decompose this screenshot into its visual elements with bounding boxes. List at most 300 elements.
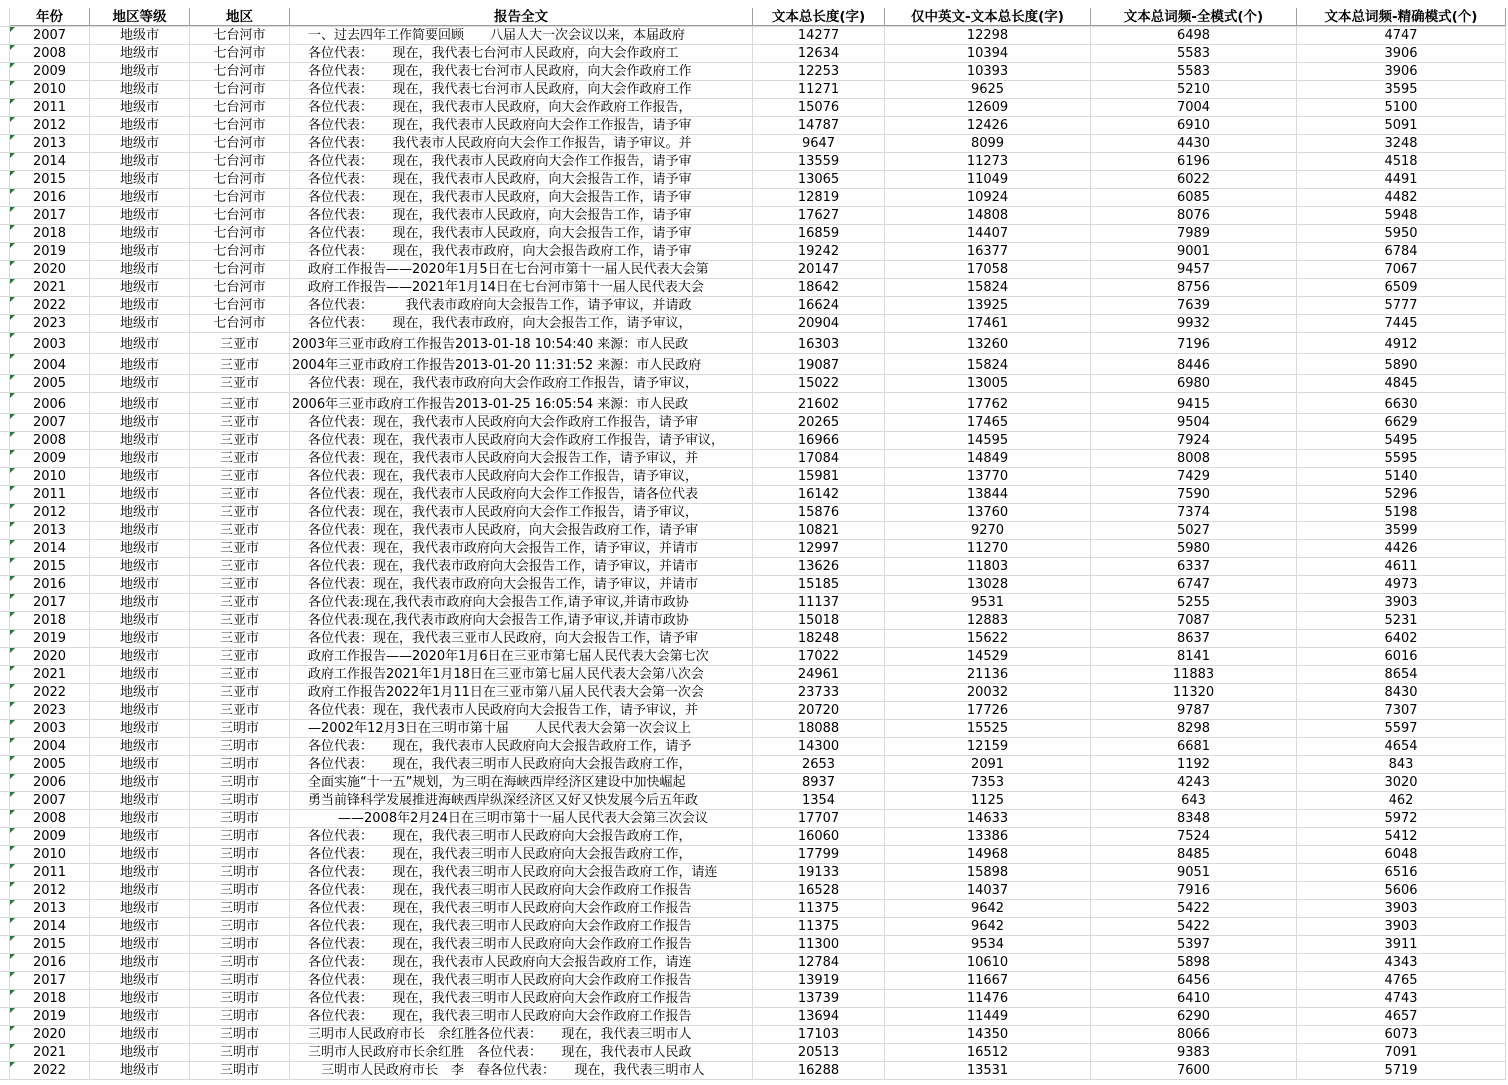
cell-region-level[interactable]: 地级市 [90,846,190,863]
cell-cn-en-text-length[interactable]: 9531 [885,594,1091,611]
cell-word-freq-full[interactable]: 5583 [1091,45,1297,62]
cell-region-level[interactable]: 地级市 [90,882,190,899]
cell-region-level[interactable]: 地级市 [90,393,190,413]
cell-cn-en-text-length[interactable]: 14849 [885,450,1091,467]
cell-text-length[interactable]: 13694 [753,1008,885,1025]
cell-year[interactable]: 2020 [10,648,90,665]
cell-word-freq-precise[interactable]: 5296 [1297,486,1506,503]
cell-region[interactable]: 三亚市 [190,414,290,431]
cell-region-level[interactable]: 地级市 [90,354,190,374]
error-indicator-icon[interactable] [10,522,15,527]
cell-word-freq-full[interactable]: 8076 [1091,207,1297,224]
cell-cn-en-text-length[interactable]: 14529 [885,648,1091,665]
cell-region-level[interactable]: 地级市 [90,375,190,392]
cell-word-freq-full[interactable]: 7429 [1091,468,1297,485]
cell-text-length[interactable]: 12784 [753,954,885,971]
cell-region[interactable]: 三亚市 [190,612,290,629]
error-indicator-icon[interactable] [10,792,15,797]
cell-word-freq-precise[interactable]: 3599 [1297,522,1506,539]
cell-word-freq-precise[interactable]: 5100 [1297,99,1506,116]
cell-report-text[interactable]: 勇当前锋科学发展推进海峡西岸纵深经济区又好又快发展今后五年政 [290,792,753,809]
cell-cn-en-text-length[interactable]: 11270 [885,540,1091,557]
cell-region-level[interactable]: 地级市 [90,333,190,353]
cell-cn-en-text-length[interactable]: 12159 [885,738,1091,755]
cell-year[interactable]: 2015 [10,171,90,188]
error-indicator-icon[interactable] [10,1008,15,1013]
cell-word-freq-precise[interactable]: 6402 [1297,630,1506,647]
cell-region[interactable]: 三明市 [190,810,290,827]
error-indicator-icon[interactable] [10,1026,15,1031]
cell-text-length[interactable]: 15185 [753,576,885,593]
cell-word-freq-full[interactable]: 8008 [1091,450,1297,467]
cell-region-level[interactable]: 地级市 [90,117,190,134]
cell-region[interactable]: 三明市 [190,792,290,809]
cell-word-freq-full[interactable]: 11320 [1091,684,1297,701]
cell-region-level[interactable]: 地级市 [90,225,190,242]
cell-word-freq-precise[interactable]: 843 [1297,756,1506,773]
cell-region[interactable]: 三亚市 [190,432,290,449]
cell-region-level[interactable]: 地级市 [90,171,190,188]
cell-text-length[interactable]: 12997 [753,540,885,557]
cell-report-text[interactable]: 各位代表： 现在，我代表三明市人民政府向大会作政府工作报告 [290,936,753,953]
cell-report-text[interactable]: 各位代表： 现在，我代表市人民政府，向大会作政府工作报告， [290,99,753,116]
cell-word-freq-full[interactable]: 7916 [1091,882,1297,899]
cell-text-length[interactable]: 16859 [753,225,885,242]
cell-cn-en-text-length[interactable]: 15824 [885,354,1091,374]
cell-word-freq-precise[interactable]: 3906 [1297,63,1506,80]
cell-region-level[interactable]: 地级市 [90,828,190,845]
cell-region-level[interactable]: 地级市 [90,207,190,224]
cell-cn-en-text-length[interactable]: 11476 [885,990,1091,1007]
cell-region[interactable]: 七台河市 [190,207,290,224]
cell-word-freq-precise[interactable]: 4973 [1297,576,1506,593]
error-indicator-icon[interactable] [10,648,15,653]
cell-report-text[interactable]: —2002年12月3日在三明市第十届 人民代表大会第一次会议上 [290,720,753,737]
cell-word-freq-precise[interactable]: 5495 [1297,432,1506,449]
cell-year[interactable]: 2011 [10,864,90,881]
cell-report-text[interactable]: 政府工作报告——2020年1月5日在七台河市第十一届人民代表大会第 [290,261,753,278]
cell-word-freq-precise[interactable]: 8430 [1297,684,1506,701]
cell-word-freq-full[interactable]: 5422 [1091,918,1297,935]
cell-region[interactable]: 三明市 [190,882,290,899]
cell-word-freq-precise[interactable]: 5606 [1297,882,1506,899]
cell-text-length[interactable]: 16966 [753,432,885,449]
cell-word-freq-precise[interactable]: 5972 [1297,810,1506,827]
error-indicator-icon[interactable] [10,171,15,176]
cell-word-freq-precise[interactable]: 6509 [1297,279,1506,296]
cell-text-length[interactable]: 13739 [753,990,885,1007]
cell-cn-en-text-length[interactable]: 17058 [885,261,1091,278]
header-region[interactable]: 地区 [190,8,290,26]
cell-cn-en-text-length[interactable]: 10610 [885,954,1091,971]
cell-cn-en-text-length[interactable]: 13531 [885,1062,1091,1079]
cell-word-freq-precise[interactable]: 4482 [1297,189,1506,206]
cell-year[interactable]: 2016 [10,189,90,206]
cell-text-length[interactable]: 15981 [753,468,885,485]
cell-word-freq-full[interactable]: 6085 [1091,189,1297,206]
cell-text-length[interactable]: 17799 [753,846,885,863]
cell-region[interactable]: 三亚市 [190,540,290,557]
cell-word-freq-full[interactable]: 7989 [1091,225,1297,242]
cell-region[interactable]: 三亚市 [190,450,290,467]
cell-word-freq-full[interactable]: 6747 [1091,576,1297,593]
cell-region-level[interactable]: 地级市 [90,648,190,665]
error-indicator-icon[interactable] [10,45,15,50]
error-indicator-icon[interactable] [10,279,15,284]
cell-word-freq-full[interactable]: 8298 [1091,720,1297,737]
cell-year[interactable]: 2016 [10,954,90,971]
cell-year[interactable]: 2021 [10,666,90,683]
cell-cn-en-text-length[interactable]: 9270 [885,522,1091,539]
cell-text-length[interactable]: 24961 [753,666,885,683]
cell-region[interactable]: 七台河市 [190,153,290,170]
cell-region-level[interactable]: 地级市 [90,972,190,989]
cell-report-text[interactable]: 各位代表： 现在，我代表市人民政府，向大会报告工作，请予审 [290,225,753,242]
error-indicator-icon[interactable] [10,900,15,905]
cell-word-freq-full[interactable]: 6980 [1091,375,1297,392]
cell-cn-en-text-length[interactable]: 21136 [885,666,1091,683]
cell-cn-en-text-length[interactable]: 10393 [885,63,1091,80]
cell-cn-en-text-length[interactable]: 10394 [885,45,1091,62]
cell-region[interactable]: 七台河市 [190,225,290,242]
error-indicator-icon[interactable] [10,954,15,959]
cell-year[interactable]: 2018 [10,612,90,629]
cell-year[interactable]: 2013 [10,135,90,152]
cell-text-length[interactable]: 11137 [753,594,885,611]
cell-report-text[interactable]: 各位代表： 现在，我代表三明市人民政府向大会报告政府工作， [290,846,753,863]
cell-region-level[interactable]: 地级市 [90,135,190,152]
cell-word-freq-full[interactable]: 1192 [1091,756,1297,773]
cell-report-text[interactable]: 各位代表： 现在，我代表市人民政府向大会报告政府工作，请予 [290,738,753,755]
cell-word-freq-full[interactable]: 6498 [1091,27,1297,44]
cell-word-freq-full[interactable]: 5027 [1091,522,1297,539]
cell-word-freq-precise[interactable]: 3903 [1297,918,1506,935]
cell-word-freq-full[interactable]: 9415 [1091,393,1297,413]
error-indicator-icon[interactable] [10,207,15,212]
cell-report-text[interactable]: 各位代表：现在，我代表市政府向大会报告工作，请予审议，并请市 [290,558,753,575]
cell-year[interactable]: 2009 [10,450,90,467]
cell-word-freq-full[interactable]: 7600 [1091,1062,1297,1079]
cell-year[interactable]: 2007 [10,414,90,431]
cell-region-level[interactable]: 地级市 [90,99,190,116]
cell-region-level[interactable]: 地级市 [90,990,190,1007]
error-indicator-icon[interactable] [10,594,15,599]
cell-text-length[interactable]: 20265 [753,414,885,431]
cell-text-length[interactable]: 13919 [753,972,885,989]
cell-region-level[interactable]: 地级市 [90,315,190,332]
cell-word-freq-precise[interactable]: 4654 [1297,738,1506,755]
cell-cn-en-text-length[interactable]: 15898 [885,864,1091,881]
cell-year[interactable]: 2014 [10,153,90,170]
cell-region[interactable]: 七台河市 [190,315,290,332]
cell-word-freq-full[interactable]: 7196 [1091,333,1297,353]
cell-region-level[interactable]: 地级市 [90,432,190,449]
cell-year[interactable]: 2019 [10,243,90,260]
cell-word-freq-precise[interactable]: 3911 [1297,936,1506,953]
cell-word-freq-full[interactable]: 6456 [1091,972,1297,989]
cell-report-text[interactable]: 2003年三亚市政府工作报告2013-01-18 10:54:40 来源：市人民政 [290,333,753,353]
cell-word-freq-precise[interactable]: 7445 [1297,315,1506,332]
cell-text-length[interactable]: 11271 [753,81,885,98]
cell-region[interactable]: 三明市 [190,918,290,935]
cell-word-freq-precise[interactable]: 5412 [1297,828,1506,845]
cell-report-text[interactable]: 各位代表： 现在，我代表七台河市人民政府，向大会作政府工 [290,45,753,62]
error-indicator-icon[interactable] [10,297,15,302]
cell-text-length[interactable]: 18248 [753,630,885,647]
cell-year[interactable]: 2017 [10,594,90,611]
cell-word-freq-full[interactable]: 7004 [1091,99,1297,116]
cell-word-freq-full[interactable]: 8446 [1091,354,1297,374]
cell-year[interactable]: 2012 [10,882,90,899]
error-indicator-icon[interactable] [10,432,15,437]
error-indicator-icon[interactable] [10,918,15,923]
header-text-length[interactable]: 文本总长度(字) [753,8,885,26]
cell-text-length[interactable]: 17707 [753,810,885,827]
cell-region-level[interactable]: 地级市 [90,864,190,881]
cell-region-level[interactable]: 地级市 [90,612,190,629]
error-indicator-icon[interactable] [10,846,15,851]
cell-region-level[interactable]: 地级市 [90,27,190,44]
error-indicator-icon[interactable] [10,828,15,833]
error-indicator-icon[interactable] [10,189,15,194]
cell-text-length[interactable]: 15876 [753,504,885,521]
cell-region-level[interactable]: 地级市 [90,486,190,503]
cell-text-length[interactable]: 17022 [753,648,885,665]
cell-region-level[interactable]: 地级市 [90,261,190,278]
cell-report-text[interactable]: 一、过去四年工作简要回顾 八届人大一次会议以来，本届政府 [290,27,753,44]
cell-report-text[interactable]: 各位代表： 我代表市政府向大会报告工作，请予审议，并请政 [290,297,753,314]
cell-year[interactable]: 2018 [10,990,90,1007]
cell-text-length[interactable]: 14300 [753,738,885,755]
error-indicator-icon[interactable] [10,153,15,158]
cell-region[interactable]: 三明市 [190,828,290,845]
cell-cn-en-text-length[interactable]: 17461 [885,315,1091,332]
cell-text-length[interactable]: 15076 [753,99,885,116]
cell-cn-en-text-length[interactable]: 13028 [885,576,1091,593]
cell-region[interactable]: 三亚市 [190,354,290,374]
cell-region[interactable]: 三亚市 [190,522,290,539]
error-indicator-icon[interactable] [10,702,15,707]
cell-word-freq-precise[interactable]: 6016 [1297,648,1506,665]
error-indicator-icon[interactable] [10,117,15,122]
cell-cn-en-text-length[interactable]: 14037 [885,882,1091,899]
cell-word-freq-full[interactable]: 7639 [1091,297,1297,314]
cell-region-level[interactable]: 地级市 [90,720,190,737]
cell-cn-en-text-length[interactable]: 13925 [885,297,1091,314]
cell-region-level[interactable]: 地级市 [90,189,190,206]
error-indicator-icon[interactable] [10,990,15,995]
cell-text-length[interactable]: 16060 [753,828,885,845]
cell-word-freq-full[interactable]: 8141 [1091,648,1297,665]
cell-report-text[interactable]: 各位代表：现在，我代表市政府向大会报告工作，请予审议，并请市 [290,576,753,593]
cell-cn-en-text-length[interactable]: 16512 [885,1044,1091,1061]
cell-cn-en-text-length[interactable]: 13844 [885,486,1091,503]
cell-text-length[interactable]: 16142 [753,486,885,503]
error-indicator-icon[interactable] [10,972,15,977]
cell-word-freq-full[interactable]: 5898 [1091,954,1297,971]
cell-cn-en-text-length[interactable]: 14633 [885,810,1091,827]
cell-cn-en-text-length[interactable]: 20032 [885,684,1091,701]
cell-word-freq-precise[interactable]: 3595 [1297,81,1506,98]
cell-report-text[interactable]: 各位代表：现在，我代表市人民政府向大会作政府工作报告，请予审 [290,414,753,431]
cell-word-freq-precise[interactable]: 4491 [1297,171,1506,188]
cell-region-level[interactable]: 地级市 [90,45,190,62]
cell-region[interactable]: 三亚市 [190,375,290,392]
cell-year[interactable]: 2007 [10,27,90,44]
cell-year[interactable]: 2023 [10,315,90,332]
cell-text-length[interactable]: 18642 [753,279,885,296]
cell-region-level[interactable]: 地级市 [90,243,190,260]
cell-cn-en-text-length[interactable]: 8099 [885,135,1091,152]
error-indicator-icon[interactable] [10,375,15,380]
cell-region[interactable]: 三明市 [190,774,290,791]
cell-text-length[interactable]: 16528 [753,882,885,899]
cell-report-text[interactable]: 各位代表：现在，我代表市人民政府，向大会报告政府工作，请予审 [290,522,753,539]
cell-region[interactable]: 七台河市 [190,135,290,152]
cell-year[interactable]: 2021 [10,1044,90,1061]
cell-cn-en-text-length[interactable]: 13005 [885,375,1091,392]
cell-report-text[interactable]: 各位代表： 现在，我代表市人民政府，向大会报告工作，请予审 [290,171,753,188]
error-indicator-icon[interactable] [10,540,15,545]
cell-word-freq-full[interactable]: 9051 [1091,864,1297,881]
cell-cn-en-text-length[interactable]: 9642 [885,918,1091,935]
cell-region-level[interactable]: 地级市 [90,468,190,485]
cell-text-length[interactable]: 16288 [753,1062,885,1079]
cell-report-text[interactable]: 各位代表：现在，我代表市人民政府向大会作工作报告，请予审议， [290,468,753,485]
cell-word-freq-precise[interactable]: 4426 [1297,540,1506,557]
cell-year[interactable]: 2014 [10,918,90,935]
cell-cn-en-text-length[interactable]: 9642 [885,900,1091,917]
cell-word-freq-precise[interactable]: 7067 [1297,261,1506,278]
error-indicator-icon[interactable] [10,756,15,761]
cell-word-freq-precise[interactable]: 5777 [1297,297,1506,314]
cell-report-text[interactable]: 各位代表:现在,我代表市政府向大会报告工作,请予审议,并请市政协 [290,612,753,629]
cell-year[interactable]: 2015 [10,558,90,575]
cell-region[interactable]: 七台河市 [190,297,290,314]
cell-text-length[interactable]: 17084 [753,450,885,467]
cell-report-text[interactable]: 各位代表： 现在，我代表三明市人民政府向大会报告政府工作， [290,828,753,845]
cell-year[interactable]: 2005 [10,756,90,773]
cell-year[interactable]: 2022 [10,297,90,314]
cell-cn-en-text-length[interactable]: 13386 [885,828,1091,845]
cell-region[interactable]: 三明市 [190,846,290,863]
cell-word-freq-precise[interactable]: 5948 [1297,207,1506,224]
cell-year[interactable]: 2014 [10,540,90,557]
cell-region-level[interactable]: 地级市 [90,279,190,296]
cell-region[interactable]: 七台河市 [190,171,290,188]
cell-word-freq-full[interactable]: 8066 [1091,1026,1297,1043]
cell-cn-en-text-length[interactable]: 17465 [885,414,1091,431]
cell-report-text[interactable]: 各位代表：现在，我代表市政府向大会报告工作，请予审议，并请市 [290,540,753,557]
cell-year[interactable]: 2009 [10,828,90,845]
cell-text-length[interactable]: 15022 [753,375,885,392]
cell-year[interactable]: 2017 [10,972,90,989]
cell-word-freq-full[interactable]: 9457 [1091,261,1297,278]
cell-year[interactable]: 2013 [10,900,90,917]
cell-word-freq-precise[interactable]: 6630 [1297,393,1506,413]
cell-year[interactable]: 2006 [10,393,90,413]
cell-year[interactable]: 2004 [10,738,90,755]
header-region-level[interactable]: 地区等级 [90,8,190,26]
cell-year[interactable]: 2006 [10,774,90,791]
cell-cn-en-text-length[interactable]: 1125 [885,792,1091,809]
header-cn-en-text-length[interactable]: 仅中英文-文本总长度(字) [885,8,1091,26]
cell-word-freq-full[interactable]: 8756 [1091,279,1297,296]
cell-cn-en-text-length[interactable]: 10924 [885,189,1091,206]
cell-cn-en-text-length[interactable]: 9625 [885,81,1091,98]
cell-year[interactable]: 2011 [10,99,90,116]
cell-region-level[interactable]: 地级市 [90,918,190,935]
cell-region[interactable]: 三亚市 [190,594,290,611]
cell-word-freq-precise[interactable]: 4845 [1297,375,1506,392]
error-indicator-icon[interactable] [10,504,15,509]
cell-region-level[interactable]: 地级市 [90,810,190,827]
cell-text-length[interactable]: 20147 [753,261,885,278]
cell-year[interactable]: 2008 [10,810,90,827]
cell-year[interactable]: 2012 [10,504,90,521]
cell-word-freq-full[interactable]: 7590 [1091,486,1297,503]
cell-word-freq-precise[interactable]: 5719 [1297,1062,1506,1079]
cell-cn-en-text-length[interactable]: 14808 [885,207,1091,224]
cell-year[interactable]: 2022 [10,1062,90,1079]
error-indicator-icon[interactable] [10,315,15,320]
cell-region-level[interactable]: 地级市 [90,738,190,755]
cell-region[interactable]: 三明市 [190,1026,290,1043]
error-indicator-icon[interactable] [10,81,15,86]
cell-report-text[interactable]: 各位代表： 我代表市人民政府向大会作工作报告，请予审议。并 [290,135,753,152]
cell-year[interactable]: 2019 [10,1008,90,1025]
cell-year[interactable]: 2015 [10,936,90,953]
cell-word-freq-full[interactable]: 6681 [1091,738,1297,755]
cell-word-freq-full[interactable]: 5980 [1091,540,1297,557]
cell-cn-en-text-length[interactable]: 7353 [885,774,1091,791]
cell-word-freq-precise[interactable]: 5950 [1297,225,1506,242]
cell-year[interactable]: 2003 [10,333,90,353]
cell-year[interactable]: 2010 [10,81,90,98]
cell-year[interactable]: 2007 [10,792,90,809]
cell-word-freq-full[interactable]: 7524 [1091,828,1297,845]
cell-region-level[interactable]: 地级市 [90,900,190,917]
cell-report-text[interactable]: 全面实施“十一五”规划，为三明在海峡西岸经济区建设中加快崛起 [290,774,753,791]
cell-region[interactable]: 三亚市 [190,702,290,719]
cell-text-length[interactable]: 19242 [753,243,885,260]
cell-word-freq-precise[interactable]: 8654 [1297,666,1506,683]
header-word-freq-full[interactable]: 文本总词频-全模式(个) [1091,8,1297,26]
error-indicator-icon[interactable] [10,225,15,230]
cell-region-level[interactable]: 地级市 [90,504,190,521]
cell-region[interactable]: 七台河市 [190,99,290,116]
cell-text-length[interactable]: 20904 [753,315,885,332]
cell-word-freq-precise[interactable]: 4343 [1297,954,1506,971]
cell-word-freq-precise[interactable]: 4765 [1297,972,1506,989]
cell-word-freq-full[interactable]: 7374 [1091,504,1297,521]
cell-cn-en-text-length[interactable]: 14350 [885,1026,1091,1043]
cell-word-freq-full[interactable]: 6290 [1091,1008,1297,1025]
error-indicator-icon[interactable] [10,738,15,743]
cell-report-text[interactable]: 各位代表： 现在，我代表三明市人民政府向大会报告政府工作， [290,756,753,773]
cell-word-freq-precise[interactable]: 7091 [1297,1044,1506,1061]
cell-region-level[interactable]: 地级市 [90,954,190,971]
error-indicator-icon[interactable] [10,414,15,419]
cell-word-freq-precise[interactable]: 7307 [1297,702,1506,719]
cell-word-freq-full[interactable]: 9504 [1091,414,1297,431]
cell-region-level[interactable]: 地级市 [90,414,190,431]
cell-region[interactable]: 三亚市 [190,468,290,485]
cell-year[interactable]: 2023 [10,702,90,719]
cell-report-text[interactable]: 政府工作报告——2021年1月14日在七台河市第十一届人民代表大会 [290,279,753,296]
cell-text-length[interactable]: 11300 [753,936,885,953]
cell-region[interactable]: 三明市 [190,756,290,773]
